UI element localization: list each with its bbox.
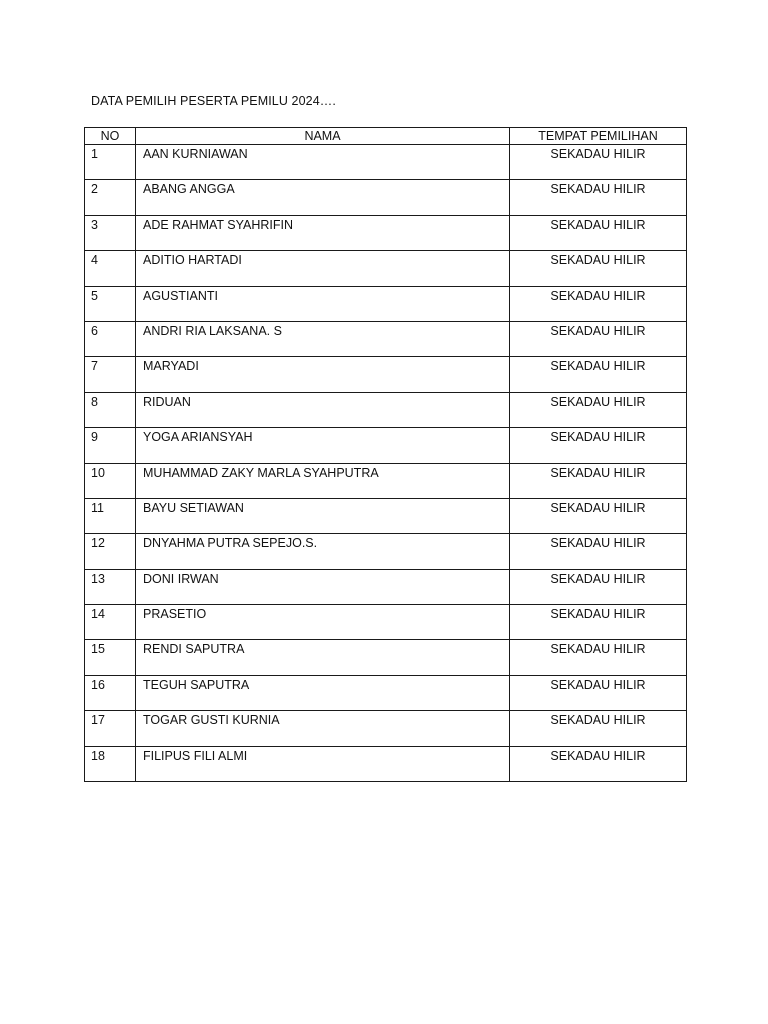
row-number: 14 xyxy=(91,607,105,622)
voter-name-cell xyxy=(136,675,510,710)
table-row xyxy=(85,180,687,215)
document-title: DATA PEMILIH PESERTA PEMILU 2024…. xyxy=(91,94,336,108)
voter-name-cell xyxy=(136,463,510,498)
voting-place: SEKADAU HILIR xyxy=(550,642,646,657)
voter-name: FILIPUS FILI ALMI xyxy=(143,748,248,763)
voting-place-cell xyxy=(510,675,687,710)
voter-name: MUHAMMAD ZAKY MARLA SYAHPUTRA xyxy=(143,465,379,480)
row-number-cell xyxy=(85,569,136,604)
voter-name-cell xyxy=(136,640,510,675)
row-number-cell xyxy=(85,675,136,710)
voter-name: ABANG ANGGA xyxy=(143,182,235,197)
row-number: 9 xyxy=(91,430,98,445)
voting-place: SEKADAU HILIR xyxy=(550,217,646,232)
table-row xyxy=(85,463,687,498)
row-number: 18 xyxy=(91,748,105,763)
voter-name: AGUSTIANTI xyxy=(143,288,219,303)
voter-name-cell xyxy=(136,180,510,215)
voting-place-cell xyxy=(510,711,687,746)
voter-name-cell xyxy=(136,605,510,640)
voting-place-cell xyxy=(510,321,687,356)
voter-name-cell xyxy=(136,286,510,321)
table-row xyxy=(85,428,687,463)
voter-name-cell xyxy=(136,534,510,569)
voting-place-cell xyxy=(510,145,687,180)
voting-place: SEKADAU HILIR xyxy=(550,430,646,445)
voting-place: SEKADAU HILIR xyxy=(550,182,646,197)
voting-place-cell xyxy=(510,180,687,215)
row-number: 3 xyxy=(91,217,98,232)
row-number-cell xyxy=(85,321,136,356)
header-tempat-pemilihan: TEMPAT PEMILIHAN xyxy=(510,128,687,145)
row-number: 5 xyxy=(91,288,98,303)
voter-name: TEGUH SAPUTRA xyxy=(143,677,250,692)
voting-place: SEKADAU HILIR xyxy=(550,147,646,161)
voting-place-cell xyxy=(510,215,687,250)
row-number: 4 xyxy=(91,253,98,268)
voting-place-cell xyxy=(510,534,687,569)
voting-place-cell xyxy=(510,286,687,321)
row-number-cell xyxy=(85,215,136,250)
row-number: 6 xyxy=(91,323,98,338)
voter-name: PRASETIO xyxy=(143,607,207,622)
row-number-cell xyxy=(85,711,136,746)
voter-name-cell xyxy=(136,569,510,604)
voter-name: RIDUAN xyxy=(143,394,191,409)
voter-name-cell xyxy=(136,145,510,180)
voting-place: SEKADAU HILIR xyxy=(550,571,646,586)
voting-place: SEKADAU HILIR xyxy=(550,607,646,622)
row-number-cell xyxy=(85,498,136,533)
table-row xyxy=(85,640,687,675)
row-number-cell xyxy=(85,357,136,392)
row-number: 12 xyxy=(91,536,105,551)
voter-name: MARYADI xyxy=(143,359,199,374)
voter-name: AAN KURNIAWAN xyxy=(143,147,248,161)
table-row xyxy=(85,215,687,250)
voting-place: SEKADAU HILIR xyxy=(550,394,646,409)
voter-name-cell xyxy=(136,251,510,286)
voter-name-cell xyxy=(136,428,510,463)
voter-name-cell xyxy=(136,321,510,356)
voter-table xyxy=(84,127,687,782)
row-number: 2 xyxy=(91,182,98,197)
row-number-cell xyxy=(85,180,136,215)
row-number: 17 xyxy=(91,713,105,728)
voter-name-cell xyxy=(136,357,510,392)
row-number: 11 xyxy=(91,500,104,515)
table-row xyxy=(85,498,687,533)
voter-name: DNYAHMA PUTRA SEPEJO.S. xyxy=(143,536,318,551)
voting-place: SEKADAU HILIR xyxy=(550,465,646,480)
row-number-cell xyxy=(85,746,136,781)
voting-place: SEKADAU HILIR xyxy=(550,359,646,374)
row-number: 16 xyxy=(91,677,105,692)
voter-name: ADITIO HARTADI xyxy=(143,253,242,268)
voting-place-cell xyxy=(510,463,687,498)
voter-name: DONI IRWAN xyxy=(143,571,219,586)
table-row xyxy=(85,392,687,427)
voting-place-cell xyxy=(510,498,687,533)
voter-name-cell xyxy=(136,498,510,533)
header-no: NO xyxy=(85,128,136,145)
row-number-cell xyxy=(85,463,136,498)
row-number: 8 xyxy=(91,394,98,409)
voter-name-cell xyxy=(136,711,510,746)
row-number-cell xyxy=(85,640,136,675)
voting-place-cell xyxy=(510,640,687,675)
voting-place: SEKADAU HILIR xyxy=(550,288,646,303)
row-number-cell xyxy=(85,286,136,321)
voter-name-cell xyxy=(136,392,510,427)
voter-name-cell xyxy=(136,746,510,781)
table-row xyxy=(85,605,687,640)
voter-name: TOGAR GUSTI KURNIA xyxy=(143,713,280,728)
voting-place-cell xyxy=(510,392,687,427)
table-row xyxy=(85,357,687,392)
voter-name: BAYU SETIAWAN xyxy=(143,500,244,515)
table-row xyxy=(85,286,687,321)
table-row xyxy=(85,321,687,356)
row-number-cell xyxy=(85,428,136,463)
voting-place-cell xyxy=(510,746,687,781)
row-number-cell xyxy=(85,534,136,569)
table-row xyxy=(85,675,687,710)
table-row xyxy=(85,145,687,180)
voting-place: SEKADAU HILIR xyxy=(550,323,646,338)
row-number-cell xyxy=(85,605,136,640)
voter-name: ANDRI RIA LAKSANA. S xyxy=(143,323,282,338)
voting-place: SEKADAU HILIR xyxy=(550,713,646,728)
voter-name-cell xyxy=(136,215,510,250)
row-number: 1 xyxy=(91,147,98,161)
row-number-cell xyxy=(85,392,136,427)
voting-place-cell xyxy=(510,428,687,463)
voting-place-cell xyxy=(510,251,687,286)
table-body xyxy=(85,145,687,782)
voting-place: SEKADAU HILIR xyxy=(550,677,646,692)
row-number: 15 xyxy=(91,642,105,657)
table-row xyxy=(85,251,687,286)
voting-place-cell xyxy=(510,569,687,604)
row-number: 13 xyxy=(91,571,105,586)
table-row xyxy=(85,569,687,604)
voting-place-cell xyxy=(510,605,687,640)
voter-name: YOGA ARIANSYAH xyxy=(143,430,253,445)
table-header-row xyxy=(85,128,687,145)
row-number-cell xyxy=(85,251,136,286)
voting-place: SEKADAU HILIR xyxy=(550,536,646,551)
header-nama: NAMA xyxy=(136,128,510,145)
voter-name: RENDI SAPUTRA xyxy=(143,642,245,657)
voting-place-cell xyxy=(510,357,687,392)
row-number: 10 xyxy=(91,465,105,480)
table-row xyxy=(85,711,687,746)
voter-name: ADE RAHMAT SYAHRIFIN xyxy=(143,217,294,232)
row-number-cell xyxy=(85,145,136,180)
voting-place: SEKADAU HILIR xyxy=(550,253,646,268)
row-number: 7 xyxy=(91,359,98,374)
table-row xyxy=(85,534,687,569)
voting-place: SEKADAU HILIR xyxy=(550,748,646,763)
voting-place: SEKADAU HILIR xyxy=(550,500,646,515)
table-row xyxy=(85,746,687,781)
